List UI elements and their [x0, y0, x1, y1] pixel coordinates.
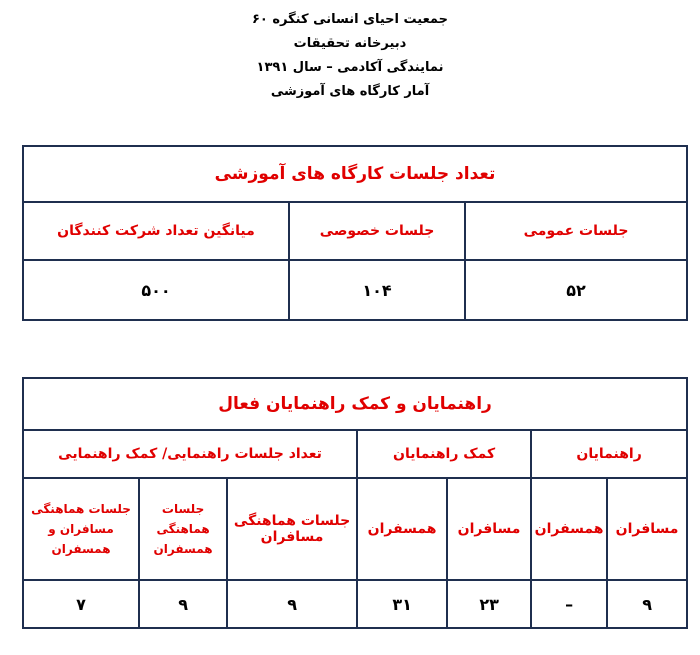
sub-coordination-companions: جلسات هماهنگی همسفران	[139, 478, 227, 580]
table1-title: تعداد جلسات کارگاه های آموزشی	[23, 146, 687, 202]
value-coordination-companions: ۹	[139, 580, 227, 628]
sub-guides-travelers: مسافران	[607, 478, 687, 580]
office-year: نمایندگی آکادمی – سال ۱۳۹۱	[256, 60, 444, 75]
sub-coordination-both: جلسات هماهنگی مسافران و همسفران	[23, 478, 139, 580]
department-name: دبیرخانه تحقیقات	[293, 36, 407, 51]
guides-table	[22, 377, 688, 629]
value-avg-participants: ۵۰۰	[23, 260, 289, 320]
table2-title: راهنمایان و کمک راهنمایان فعال	[23, 378, 687, 430]
group-guidance-sessions: تعداد جلسات راهنمایی/ کمک راهنمایی	[23, 430, 357, 478]
group-assistant-guides: کمک راهنمایان	[357, 430, 531, 478]
organization-name: جمعیت احیای انسانی کنگره ۶۰	[251, 12, 449, 27]
group-guides: راهنمایان	[531, 430, 687, 478]
col-public-sessions: جلسات عمومی	[465, 202, 687, 260]
document-header	[0, 8, 700, 104]
value-assistants-travelers: ۲۳	[447, 580, 531, 628]
value-guides-companions: –	[531, 580, 607, 628]
sub-assistants-travelers: مسافران	[447, 478, 531, 580]
col-private-sessions: جلسات خصوصی	[289, 202, 465, 260]
value-coordination-both: ۷	[23, 580, 139, 628]
workshop-sessions-table	[22, 145, 688, 321]
sub-guides-companions: همسفران	[531, 478, 607, 580]
sub-assistants-companions: همسفران	[357, 478, 447, 580]
value-guides-travelers: ۹	[607, 580, 687, 628]
col-avg-participants: میانگین تعداد شرکت کنندگان	[23, 202, 289, 260]
document-title: آمار کارگاه های آموزشی	[270, 84, 430, 99]
value-private-sessions: ۱۰۴	[289, 260, 465, 320]
value-coordination-travelers: ۹	[227, 580, 357, 628]
value-public-sessions: ۵۲	[465, 260, 687, 320]
sub-coordination-travelers: جلسات هماهنگی مسافران	[227, 478, 357, 580]
value-assistants-companions: ۳۱	[357, 580, 447, 628]
